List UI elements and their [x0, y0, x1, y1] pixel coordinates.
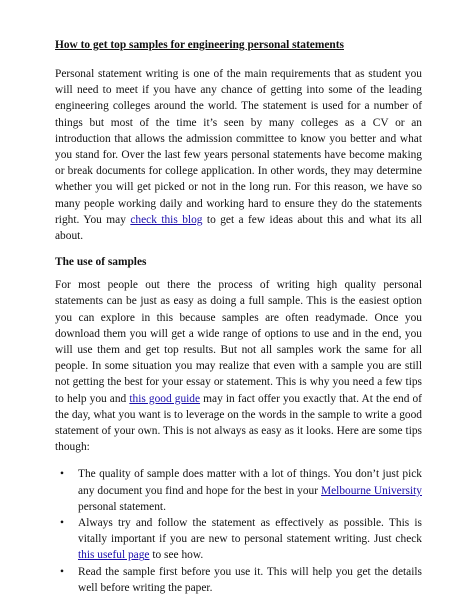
body-text-end: may in fact offer you exactly that. At the end of the day, what you want is to leverage on the words in the sample to write a good statement of your own. This is not always as easy as it looks. Here are some tips though: [55, 392, 422, 454]
section-heading: The use of samples [55, 256, 147, 269]
tip-text-start: Always try and follow the statement as effectively as possible. This is vitally important if you are new to personal statement writing. Just check [78, 517, 422, 546]
list-item [55, 564, 422, 596]
melbourne-university-link[interactable]: Melbourne University [320, 484, 422, 497]
body-paragraph [55, 277, 422, 455]
check-blog-link[interactable]: check this blog [130, 213, 203, 226]
tip-text-end: personal statement. [78, 500, 166, 513]
tips-list [55, 466, 422, 596]
bullet-icon: • [60, 517, 64, 530]
good-guide-link[interactable]: this good guide [129, 392, 201, 405]
bullet-icon: • [60, 565, 64, 578]
intro-text-end: to get a few ideas about this and what its all about. [55, 213, 423, 243]
document-page [55, 38, 422, 596]
tip-text-start: The quality of sample does matter with a lot of things. You don’t just pick any document you find and hope for the best in your [78, 468, 422, 497]
body-text-start: For most people out there the process of writing high quality personal statements can be just as easy as doing a full sample. This is the easiest option you can explore in this because samples are often readymade. Once you download them you will get a wide range of options to use and in the end, you will use them and get top results. But not all samples work the same for all people. In some situation you may realize that even with a sample you are still not getting the best for your essay or statement. This is why you need a few tips to help you and [55, 279, 422, 405]
document-title: How to get top samples for engineering personal statements [55, 39, 344, 51]
intro-paragraph [55, 66, 422, 244]
tip-text-end: to see how. [149, 549, 204, 562]
bullet-icon: • [60, 468, 64, 481]
list-item [55, 466, 422, 515]
tip-text: Read the sample first before you use it. This will help you get the details well before writing the paper. [78, 565, 422, 594]
intro-text-start: Personal statement writing is one of the main requirements that as student you will need to meet if you have any chance of getting into some of the leading engineering colleges around the world. The statement is used for a number of things but most of the time it’s seen by many colleges as a CV or an introduction that allows the admission committee to know you better and what you stand for. Over the last few years personal statements have become making or break documents for college application. In other words, they may determine whether you will get picked or not in the long run. For this reason, we have so many people working daily and working hard to ensure they do the statements right. You may [55, 68, 422, 226]
list-item [55, 515, 422, 564]
useful-page-link[interactable]: this useful page [78, 549, 150, 562]
